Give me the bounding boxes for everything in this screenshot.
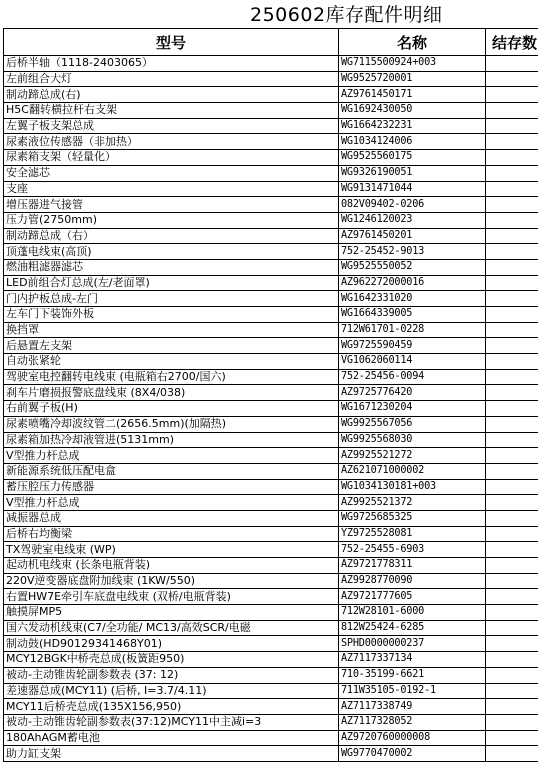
cell-part-number[interactable]: SPHD0000000237 (339, 636, 486, 652)
cell-model[interactable]: 被动-主动锥齿轮副参数表 (37: 12) (4, 667, 339, 683)
cell-part-number[interactable]: WG9925568030 (339, 432, 486, 448)
cell-part-number[interactable]: WG1246120023 (339, 212, 486, 228)
cell-stock[interactable] (486, 385, 538, 401)
table-row (4, 354, 538, 370)
cell-stock[interactable] (486, 620, 538, 636)
cell-model[interactable]: V型推力杆总成 (4, 495, 339, 511)
cell-part-number[interactable]: AZ9721777605 (339, 589, 486, 605)
cell-part-number[interactable]: WG9770470002 (339, 746, 486, 762)
cell-part-number[interactable]: YZ9725528081 (339, 526, 486, 542)
cell-stock[interactable] (486, 56, 538, 72)
cell-stock[interactable] (486, 87, 538, 103)
table-row (4, 401, 538, 417)
table-row (4, 714, 538, 730)
header-name[interactable]: 名称 (339, 29, 486, 56)
cell-part-number[interactable]: WG9525560175 (339, 150, 486, 166)
cell-part-number[interactable]: WG7115500924+003 (339, 56, 486, 72)
cell-stock[interactable] (486, 338, 538, 354)
table-row (4, 526, 538, 542)
cell-model[interactable]: 触摸屏MP5 (4, 605, 339, 621)
table-row (4, 699, 538, 715)
cell-model[interactable]: 左车门下装饰外板 (4, 307, 339, 323)
cell-stock[interactable] (486, 165, 538, 181)
cell-model[interactable]: 门内护板总成-左门 (4, 291, 339, 307)
cell-part-number[interactable]: WG9131471044 (339, 181, 486, 197)
cell-stock[interactable] (486, 369, 538, 385)
table-row (4, 636, 538, 652)
cell-model[interactable]: 制动蹄总成（右） (4, 228, 339, 244)
table-row (4, 197, 538, 213)
cell-stock[interactable] (486, 71, 538, 87)
table-row (4, 369, 538, 385)
cell-part-number[interactable]: 712W61701-0228 (339, 322, 486, 338)
cell-stock[interactable] (486, 636, 538, 652)
cell-stock[interactable] (486, 714, 538, 730)
table-row (4, 730, 538, 746)
cell-stock[interactable] (486, 730, 538, 746)
cell-model[interactable]: 后桥右均衡梁 (4, 526, 339, 542)
table-row (4, 212, 538, 228)
cell-model[interactable]: MCY12BGK中桥壳总成(板簧距950) (4, 652, 339, 668)
cell-stock[interactable] (486, 448, 538, 464)
cell-stock[interactable] (486, 275, 538, 291)
table-row (4, 71, 538, 87)
cell-model[interactable]: 安全滤芯 (4, 165, 339, 181)
cell-model[interactable]: 减振器总成 (4, 510, 339, 526)
header-model[interactable]: 型号 (4, 29, 339, 56)
cell-model[interactable]: 右前翼子板(H) (4, 401, 339, 417)
cell-part-number[interactable]: AZ9761450171 (339, 87, 486, 103)
table-row (4, 448, 538, 464)
table-row (4, 181, 538, 197)
cell-part-number[interactable]: WG9525720001 (339, 71, 486, 87)
cell-stock[interactable] (486, 322, 538, 338)
table-row (4, 103, 538, 119)
cell-model[interactable]: 压力管(2750mm) (4, 212, 339, 228)
table-row (4, 87, 538, 103)
table-row (4, 385, 538, 401)
cell-stock[interactable] (486, 699, 538, 715)
cell-stock[interactable] (486, 573, 538, 589)
cell-part-number[interactable]: AZ9720760000008 (339, 730, 486, 746)
table-row (4, 683, 538, 699)
table-row (4, 134, 538, 150)
cell-stock[interactable] (486, 495, 538, 511)
header-stock[interactable]: 结存数 (486, 29, 538, 56)
cell-stock[interactable] (486, 181, 538, 197)
cell-part-number[interactable]: WG1664339005 (339, 307, 486, 323)
cell-stock[interactable] (486, 244, 538, 260)
table-row (4, 150, 538, 166)
cell-model[interactable]: 左翼子板支架总成 (4, 118, 339, 134)
cell-stock[interactable] (486, 526, 538, 542)
table-row (4, 338, 538, 354)
table-row (4, 275, 538, 291)
cell-stock[interactable] (486, 746, 538, 762)
cell-part-number[interactable]: AZ9925521372 (339, 495, 486, 511)
cell-stock[interactable] (486, 605, 538, 621)
cell-model[interactable]: 国六发动机线束(C7/全功能/ MC13/高效SCR/电磁 (4, 620, 339, 636)
table-row (4, 746, 538, 762)
cell-model[interactable]: 起动机电线束 (长条电瓶背装) (4, 558, 339, 574)
cell-model[interactable]: H5C翻转横拉杆右支架 (4, 103, 339, 119)
cell-stock[interactable] (486, 542, 538, 558)
cell-stock[interactable] (486, 118, 538, 134)
table-row (4, 463, 538, 479)
cell-stock[interactable] (486, 432, 538, 448)
cell-stock[interactable] (486, 683, 538, 699)
cell-part-number[interactable]: 710-35199-6621 (339, 667, 486, 683)
cell-part-number[interactable]: WG9326190051 (339, 165, 486, 181)
cell-model[interactable]: 新能源系统低压配电盒 (4, 463, 339, 479)
cell-part-number[interactable]: 082V09402-0206 (339, 197, 486, 213)
table-row (4, 322, 538, 338)
cell-model[interactable]: MCY11后桥壳总成(135X156,950) (4, 699, 339, 715)
cell-stock[interactable] (486, 259, 538, 275)
cell-stock[interactable] (486, 103, 538, 119)
cell-part-number[interactable]: WG1642331020 (339, 291, 486, 307)
table-row (4, 542, 538, 558)
table-row (4, 244, 538, 260)
cell-model[interactable]: 自动张紧轮 (4, 354, 339, 370)
table-row (4, 605, 538, 621)
table-row (4, 479, 538, 495)
cell-model[interactable]: 尿素喷嘴冷却波纹管二(2656.5mm)(加隔热) (4, 416, 339, 432)
cell-stock[interactable] (486, 558, 538, 574)
cell-model[interactable]: 增压器进气接管 (4, 197, 339, 213)
table-row (4, 165, 538, 181)
cell-model[interactable]: V型推力杆总成 (4, 448, 339, 464)
cell-stock[interactable] (486, 479, 538, 495)
cell-model[interactable]: 制动鼓(HD90129341468Y01) (4, 636, 339, 652)
table-row (4, 573, 538, 589)
cell-model[interactable]: LED前组合灯总成(左/老面罩) (4, 275, 339, 291)
table-row (4, 558, 538, 574)
cell-model[interactable]: 被动-主动锥齿轮副参数表(37:12)MCY11中主减i=3 (4, 714, 339, 730)
cell-stock[interactable] (486, 212, 538, 228)
cell-model[interactable]: 左前组合大灯 (4, 71, 339, 87)
cell-part-number[interactable]: 752-25455-6903 (339, 542, 486, 558)
cell-part-number[interactable]: WG1671230204 (339, 401, 486, 417)
cell-model[interactable]: 燃油粗滤器滤芯 (4, 259, 339, 275)
cell-model[interactable]: 右置HW7E牵引车底盘电线束 (双桥/电瓶背装) (4, 589, 339, 605)
cell-part-number[interactable]: VG1062060114 (339, 354, 486, 370)
cell-part-number[interactable]: AZ621071000002 (339, 463, 486, 479)
cell-part-number[interactable]: AZ9725776420 (339, 385, 486, 401)
table-row (4, 259, 538, 275)
cell-part-number[interactable]: AZ9928770090 (339, 573, 486, 589)
table-row (4, 495, 538, 511)
cell-stock[interactable] (486, 197, 538, 213)
cell-model[interactable]: 差速器总成(MCY11) (后桥, I=3.7/4.11) (4, 683, 339, 699)
cell-part-number[interactable]: WG1034124006 (339, 134, 486, 150)
cell-part-number[interactable]: AZ7117328052 (339, 714, 486, 730)
cell-part-number[interactable]: 711W35105-0192-1 (339, 683, 486, 699)
cell-model[interactable]: 180AhAGM蓄电池 (4, 730, 339, 746)
table-row (4, 228, 538, 244)
cell-part-number[interactable]: AZ9761450201 (339, 228, 486, 244)
cell-stock[interactable] (486, 291, 538, 307)
cell-part-number[interactable]: AZ7117338749 (339, 699, 486, 715)
cell-part-number[interactable]: AZ9925521272 (339, 448, 486, 464)
cell-model[interactable]: 后悬置左支架 (4, 338, 339, 354)
table-row (4, 56, 538, 72)
cell-stock[interactable] (486, 354, 538, 370)
cell-stock[interactable] (486, 463, 538, 479)
table-row (4, 620, 538, 636)
cell-stock[interactable] (486, 416, 538, 432)
cell-model[interactable]: 助力缸支架 (4, 746, 339, 762)
table-body (4, 56, 538, 762)
cell-part-number[interactable]: WG9525550052 (339, 259, 486, 275)
table-row (4, 307, 538, 323)
inventory-table (3, 28, 538, 762)
cell-part-number[interactable]: WG1692430050 (339, 103, 486, 119)
cell-stock[interactable] (486, 652, 538, 668)
cell-stock[interactable] (486, 134, 538, 150)
table-row (4, 667, 538, 683)
cell-model[interactable]: 尿素箱支架（轻量化） (4, 150, 339, 166)
cell-model[interactable]: 换挡罩 (4, 322, 339, 338)
table-row (4, 416, 538, 432)
cell-model[interactable]: 后桥半轴（1118-2403065） (4, 56, 339, 72)
cell-model[interactable]: 制动蹄总成(右) (4, 87, 339, 103)
cell-part-number[interactable]: 712W28101-6000 (339, 605, 486, 621)
cell-stock[interactable] (486, 401, 538, 417)
cell-stock[interactable] (486, 510, 538, 526)
cell-stock[interactable] (486, 307, 538, 323)
cell-part-number[interactable]: AZ7117337134 (339, 652, 486, 668)
cell-part-number[interactable]: 752-25452-9013 (339, 244, 486, 260)
cell-model[interactable]: 驾驶室电控翻转电线束 (电瓶箱右2700/国六) (4, 369, 339, 385)
table-row (4, 652, 538, 668)
header-row (4, 29, 538, 56)
cell-part-number[interactable]: WG1034130181+003 (339, 479, 486, 495)
cell-model[interactable]: 刹车片磨损报警底盘线束 (8X4/038) (4, 385, 339, 401)
cell-model[interactable]: 尿素箱加热冷却液管进(5131mm) (4, 432, 339, 448)
cell-stock[interactable] (486, 589, 538, 605)
cell-part-number[interactable]: WG9725685325 (339, 510, 486, 526)
cell-model[interactable]: 顶蓬电线束(高顶) (4, 244, 339, 260)
cell-part-number[interactable]: WG9925567056 (339, 416, 486, 432)
table-row (4, 510, 538, 526)
table-row (4, 291, 538, 307)
table-row (4, 118, 538, 134)
cell-part-number[interactable]: WG1664232231 (339, 118, 486, 134)
cell-part-number[interactable]: WG9725590459 (339, 338, 486, 354)
cell-model[interactable]: 尿素液位传感器（非加热） (4, 134, 339, 150)
cell-part-number[interactable]: 752-25456-0094 (339, 369, 486, 385)
cell-part-number[interactable]: AZ962272000016 (339, 275, 486, 291)
cell-stock[interactable] (486, 228, 538, 244)
cell-stock[interactable] (486, 150, 538, 166)
cell-model[interactable]: 蓄压腔压力传感器 (4, 479, 339, 495)
cell-part-number[interactable]: 812W25424-6285 (339, 620, 486, 636)
cell-part-number[interactable]: AZ9721778311 (339, 558, 486, 574)
table-row (4, 432, 538, 448)
cell-model[interactable]: 支座 (4, 181, 339, 197)
table-row (4, 589, 538, 605)
cell-stock[interactable] (486, 667, 538, 683)
cell-model[interactable]: 220V逆变器底盘附加线束 (1KW/550) (4, 573, 339, 589)
cell-model[interactable]: TX驾驶室电线束 (WP) (4, 542, 339, 558)
sheet-title: 250602库存配件明细 (0, 0, 538, 28)
